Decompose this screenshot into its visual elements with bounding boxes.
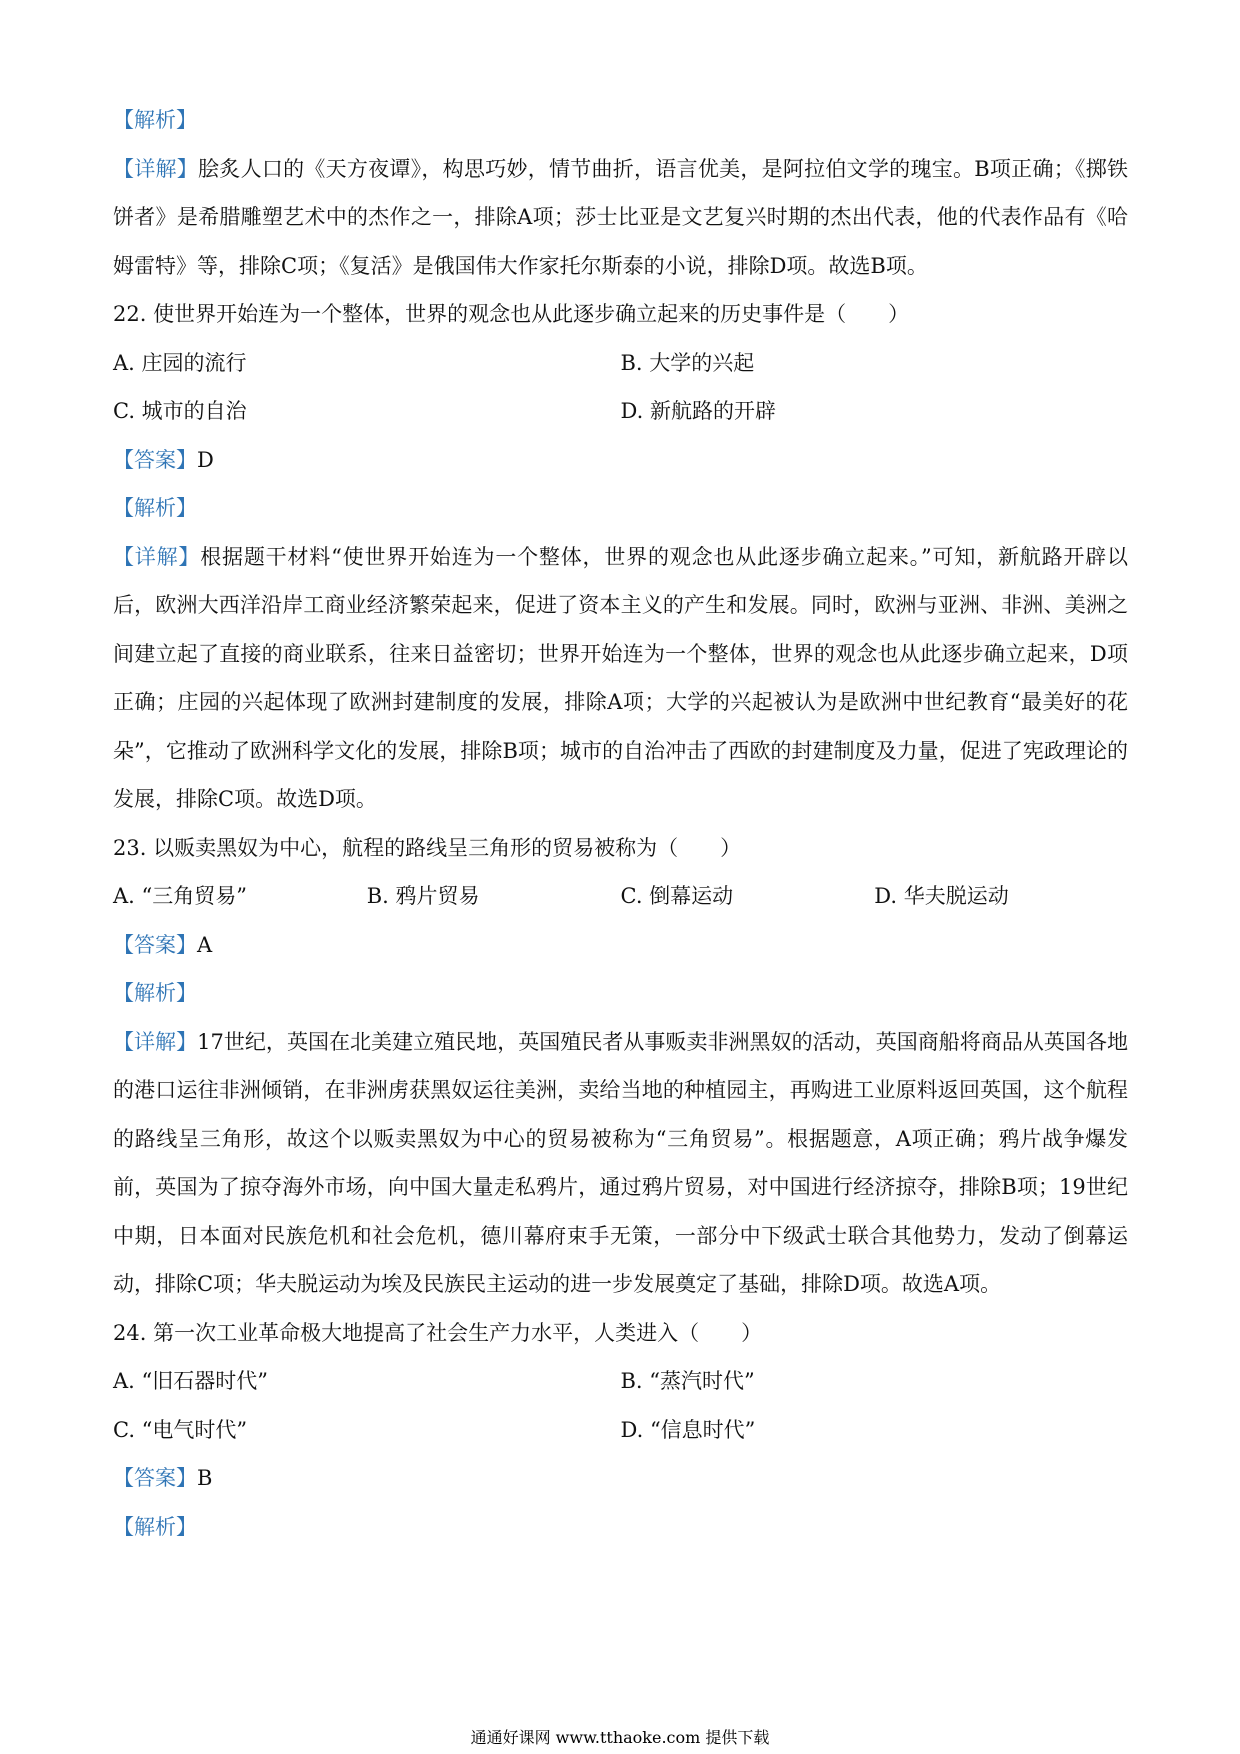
answer-label: 【答案】 bbox=[113, 447, 197, 472]
q24-answer bbox=[113, 1454, 1128, 1503]
q22-stem: 22. 使世界开始连为一个整体，世界的观念也从此逐步确立起来的历史事件是（ ） bbox=[113, 302, 910, 326]
q22-options-row-1 bbox=[113, 339, 1128, 388]
q24-options-row-2 bbox=[113, 1406, 1128, 1455]
analysis-label: 【解析】 bbox=[113, 108, 197, 132]
page-footer: 通通好课网 www.tthaoke.com 提供下载 bbox=[470, 1728, 770, 1747]
answer-label: 【答案】 bbox=[113, 932, 197, 957]
q23-option-a: A. “三角贸易” bbox=[113, 884, 247, 908]
q21-analysis-heading bbox=[113, 96, 1128, 145]
q24-option-b: B. “蒸汽时代” bbox=[620, 1369, 755, 1393]
q23-options-row bbox=[113, 872, 1128, 921]
q22-option-c: C. 城市的自治 bbox=[113, 399, 247, 423]
q23-option-b: B. 鸦片贸易 bbox=[366, 884, 480, 908]
q23-detail-text: 17世纪，英国在北美建立殖民地，英国殖民者从事贩卖非洲黑奴的活动，英国商船将商品从英国各地的港口运往非洲倾销，在非洲虏获黑奴运往美洲，卖给当地的种植园主，再购进工业原料返回英国，这个航程的路线呈三角形，故这个以贩卖黑奴为中心的贸易被称为“三角贸易”。根据题意，A项正确；鸦片战争爆发前，英国为了掠夺海外市场，向中国大量走私鸦片，通过鸦片贸易，对中国进行经济掠夺，排除B项；19世纪中期，日本面对民族危机和社会危机，德川幕府束手无策，一部分中下级武士联合其他势力，发动了倒幕运动，排除C项；华夫脱运动为埃及民族民主运动的进一步发展奠定了基础，排除D项。故选A项。 bbox=[113, 1029, 1128, 1296]
q23-detail bbox=[113, 1018, 1128, 1309]
q24-answer-value: B bbox=[197, 1466, 213, 1490]
q24-option-a: A. “旧石器时代” bbox=[113, 1369, 268, 1393]
q22-option-b: B. 大学的兴起 bbox=[620, 350, 755, 375]
q21-detail bbox=[113, 145, 1128, 291]
q24-stem: 24. 第一次工业革命极大地提高了社会生产力水平，人类进入（ ） bbox=[113, 1320, 763, 1345]
q22-answer-value: D bbox=[197, 447, 214, 472]
answer-label: 【答案】 bbox=[113, 1466, 197, 1490]
q22-answer bbox=[113, 436, 1128, 485]
q24-option-d: D. “信息时代” bbox=[620, 1417, 756, 1442]
q23-option-d: D. 华夫脱运动 bbox=[874, 884, 1009, 908]
q22-option-a: A. 庄园的流行 bbox=[113, 350, 247, 375]
detail-label: 【详解】 bbox=[113, 544, 201, 569]
q24-option-c: C. “电气时代” bbox=[113, 1417, 248, 1442]
detail-label: 【详解】 bbox=[113, 1029, 198, 1054]
detail-label: 【详解】 bbox=[113, 156, 199, 181]
q22-options-row-2 bbox=[113, 387, 1128, 436]
q23-answer-value: A bbox=[197, 932, 213, 957]
q22-option-d: D. 新航路的开辟 bbox=[620, 399, 776, 423]
analysis-label: 【解析】 bbox=[113, 981, 197, 1005]
q22-analysis-heading bbox=[113, 484, 1128, 533]
analysis-label: 【解析】 bbox=[113, 496, 197, 520]
analysis-label: 【解析】 bbox=[113, 1514, 197, 1539]
q24-options-row-1 bbox=[113, 1357, 1128, 1406]
q24-analysis-heading bbox=[113, 1503, 1128, 1552]
q23-option-c: C. 倒幕运动 bbox=[620, 884, 734, 908]
q23-answer bbox=[113, 921, 1128, 970]
page-content bbox=[113, 96, 1128, 1551]
q22-detail bbox=[113, 533, 1128, 824]
q22-detail-text: 根据题干材料“使世界开始连为一个整体，世界的观念也从此逐步确立起来。”可知，新航路开辟以后，欧洲大西洋沿岸工商业经济繁荣起来，促进了资本主义的产生和发展。同时，欧洲与亚洲、非洲、美洲之间建立起了直接的商业联系，往来日益密切；世界开始连为一个整体，世界的观念也从此逐步确立起来，D项正确；庄园的兴起体现了欧洲封建制度的发展，排除A项；大学的兴起被认为是欧洲中世纪教育“最美好的花朵”，它推动了欧洲科学文化的发展，排除B项；城市的自治冲击了西欧的封建制度及力量，促进了宪政理论的发展，排除C项。故选D项。 bbox=[113, 544, 1129, 811]
q23-stem: 23. 以贩卖黑奴为中心，航程的路线呈三角形的贸易被称为（ ） bbox=[113, 835, 742, 860]
q21-detail-text: 脍炙人口的《天方夜谭》，构思巧妙，情节曲折，语言优美，是阿拉伯文学的瑰宝。B项正确；《掷铁饼者》是希腊雕塑艺术中的杰作之一，排除A项；莎士比亚是文艺复兴时期的杰出代表，他的代表作品有《哈姆雷特》等，排除C项；《复活》是俄国伟大作家托尔斯泰的小说，排除D项。故选B项。 bbox=[113, 156, 1128, 278]
q23-analysis-heading bbox=[113, 969, 1128, 1018]
